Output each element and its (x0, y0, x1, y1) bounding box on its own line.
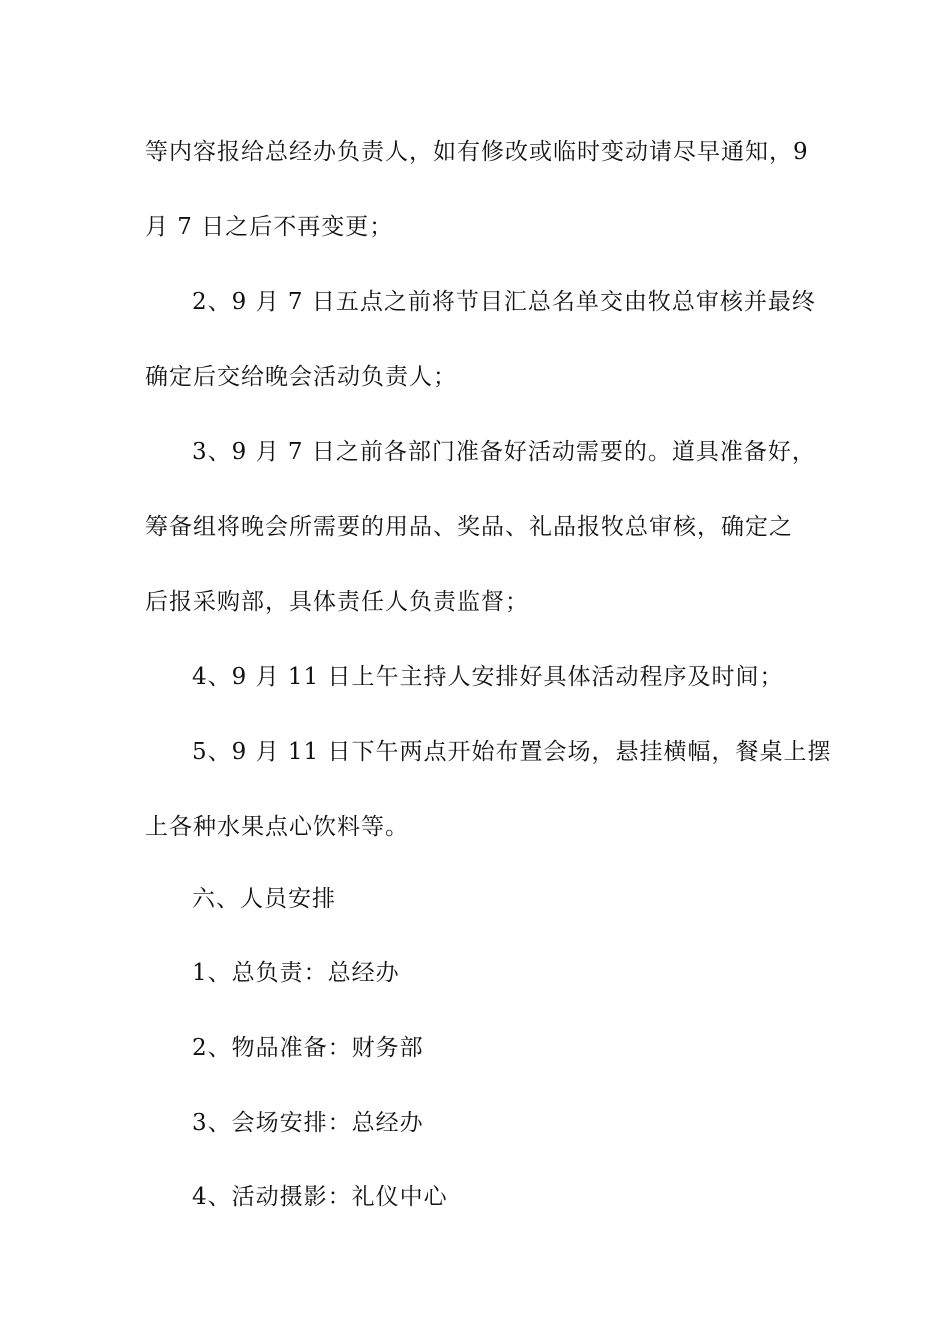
staff-item-2: 2、物品准备：财务部 (192, 1035, 424, 1061)
list-item-4: 4、9 月 11 日上午主持人安排好具体活动程序及时间； (192, 664, 784, 690)
paragraph-line: 等内容报给总经办负责人，如有修改或临时变动请尽早通知，9 (145, 139, 809, 165)
list-item-2: 2、9 月 7 日五点之前将节目汇总名单交由牧总审核并最终 (192, 289, 816, 315)
paragraph-line: 上各种水果点心饮料等。 (145, 814, 409, 840)
list-item-3: 3、9 月 7 日之前各部门准备好活动需要的。道具准备好， (192, 439, 816, 465)
staff-item-4: 4、活动摄影：礼仪中心 (192, 1184, 448, 1210)
section-heading: 六、人员安排 (192, 886, 336, 912)
paragraph-line: 月 7 日之后不再变更； (145, 214, 394, 240)
paragraph-line: 筹备组将晚会所需要的用品、奖品、礼品报牧总审核，确定之 (145, 514, 793, 540)
staff-item-3: 3、会场安排：总经办 (192, 1110, 424, 1136)
paragraph-line: 后报采购部，具体责任人负责监督； (145, 589, 529, 615)
list-item-5: 5、9 月 11 日下午两点开始布置会场，悬挂横幅，餐桌上摆 (192, 739, 832, 765)
staff-item-1: 1、总负责：总经办 (192, 960, 400, 986)
paragraph-line: 确定后交给晚会活动负责人； (145, 364, 457, 390)
